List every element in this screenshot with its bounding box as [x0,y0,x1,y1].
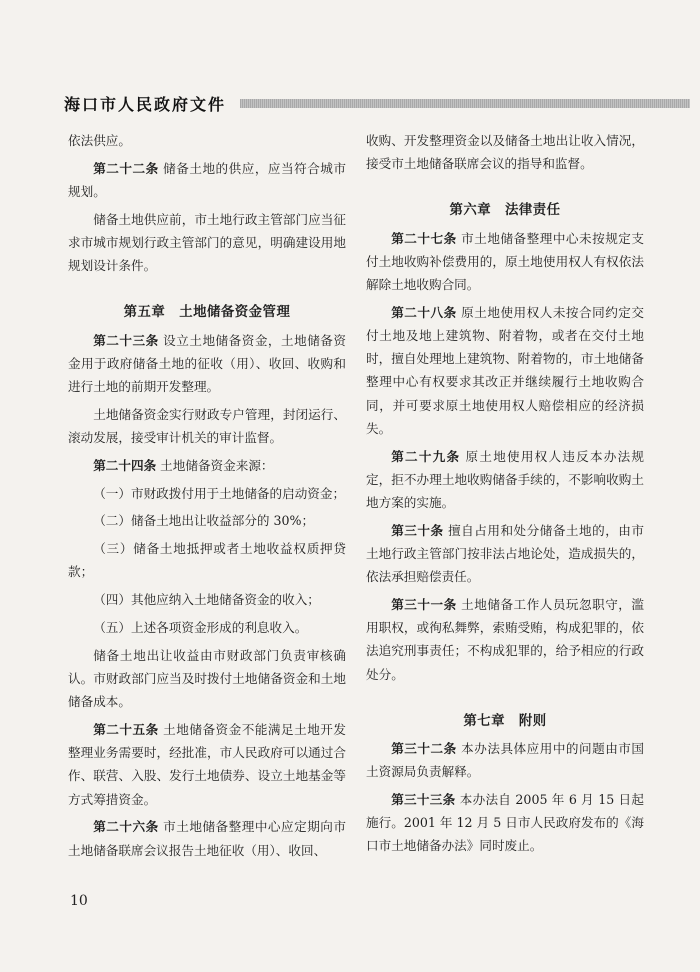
article-label: 第三十二条 [391,741,457,757]
paragraph: 储备土地出让收益由市财政部门负责审核确认。市财政部门应当及时拨付土地储备资金和土地储备成本。 [68,647,346,710]
article-28 [366,301,644,440]
page-header [64,94,634,116]
article-26 [68,815,346,861]
article-27 [366,227,644,297]
header-rule-bar [240,99,690,108]
article-label: 第二十八条 [391,304,457,320]
list-item: （三）储备土地抵押或者土地收益权质押贷款； [68,541,346,580]
article-label: 第二十四条 [93,457,157,473]
article-label: 第三十三条 [391,792,456,808]
article-label: 第二十五条 [93,722,159,737]
article-text: 本办法具体应用中的问题由市国土资源局负责解释。 [366,741,644,780]
list-item: （二）储备土地出让收益部分的 30%； [93,513,315,529]
list-item: （五）上述各项资金形成的利息收入。 [93,620,308,635]
article-text: 储备土地的供应，应当符合城市规划。 [68,160,346,199]
article-text: 市土地储备整理中心未按规定支付土地收购补偿费用的，原土地使用权人有权依法解除土地收购合同。 [366,230,644,293]
article-label: 第二十三条 [93,332,159,348]
article-label: 第二十九条 [391,448,461,464]
left-column [68,129,346,866]
paragraph: 收购、开发整理资金以及储备土地出让收入情况，接受市土地储备联席会议的指导和监督。 [366,133,644,172]
article-31 [366,593,644,686]
article-text: 本办法自 2005 年 6 月 15 日起施行。2001 年 12 月 5 日市人民政府发布的《海口市土地储备办法》同时废止。 [366,792,644,854]
paragraph: 储备土地供应前，市土地行政主管部门应当征求市城市规划行政主管部门的意见，明确建设用地规划设计条件。 [68,211,346,274]
right-column [366,129,644,862]
article-text: 土地储备资金来源： [156,457,274,473]
article-text: 设立土地储备资金，土地储备资金用于政府储备土地的征收（用）、收回、收购和进行土地的前期开发整理。 [68,332,346,395]
chapter-5-heading: 第五章 土地储备资金管理 [123,305,291,321]
article-33 [366,788,644,858]
paragraph: 土地储备资金实行财政专户管理，封闭运行、滚动发展，接受审计机关的审计监督。 [68,406,346,446]
article-text: 原土地使用权人违反本办法规定，拒不办理土地收购储备手续的，不影响收购土地方案的实施。 [366,448,645,511]
article-label: 第二十六条 [93,819,159,835]
article-22 [68,157,346,203]
article-text: 市土地储备整理中心应定期向市土地储备联席会议报告土地征收（用）、收回、 [68,819,346,858]
paragraph: 依法供应。 [68,133,131,148]
article-23 [68,329,346,399]
header-title: 海口市人民政府文件 [64,95,227,114]
list-item: （一）市财政拨付用于土地储备的启动资金； [93,485,346,501]
article-29 [366,445,644,515]
page-number: 10 [70,893,88,909]
list-item: （四）其他应纳入土地储备资金的收入； [93,592,320,608]
chapter-6-heading: 第六章 法律责任 [449,203,561,219]
article-text: 土地储备工作人员玩忽职守，滥用职权，或徇私舞弊，索贿受贿，构成犯罪的，依法追究刑事责任；不构成犯罪的，给予相应的行政处分。 [366,597,644,682]
article-25 [68,718,346,811]
article-24 [68,454,346,477]
article-label: 第三十一条 [391,597,457,613]
article-label: 第三十条 [391,522,444,538]
article-text: 擅自占用和处分储备土地的，由市土地行政主管部门按非法占地论处，造成损失的，依法承担赔偿责任。 [366,522,644,585]
article-text: 土地储备资金不能满足土地开发整理业务需要时，经批准，市人民政府可以通过合作、联营、入股、发行土地债券、设立土地基金等方式筹措资金。 [68,722,346,807]
chapter-7-heading: 第七章 附则 [463,713,547,729]
article-text: 原土地使用权人未按合同约定交付土地及地上建筑物、附着物，或者在交付土地时，擅自处理地上建筑物、附着物的，市土地储备整理中心有权要求其改正并继续履行土地收购合同，并可要求原土地使用权人赔偿相应的经济损失。 [366,304,644,436]
article-30 [366,519,644,589]
article-label: 第二十二条 [93,160,159,176]
article-32 [366,737,644,783]
article-label: 第二十七条 [391,230,457,246]
